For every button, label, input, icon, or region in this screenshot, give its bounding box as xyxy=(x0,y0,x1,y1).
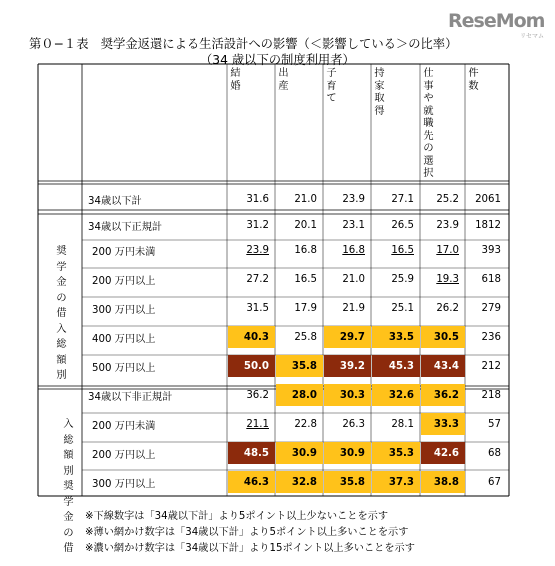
cell-value: 67 xyxy=(488,476,501,488)
cell-value: 57 xyxy=(488,418,501,430)
cell-value: 33.3 xyxy=(433,418,459,430)
cell-value: 21.0 xyxy=(294,193,317,205)
table-cell-count xyxy=(466,442,509,464)
column-header-count: 件数 xyxy=(468,68,479,92)
cell-value: 393 xyxy=(481,244,501,256)
cell-value: 16.5 xyxy=(294,273,317,285)
cell-value: 21.9 xyxy=(342,302,365,314)
table-cell-marriage xyxy=(228,214,275,236)
cell-value: 30.9 xyxy=(291,447,317,459)
cell-value: 236 xyxy=(481,331,501,343)
column-header-marriage: 結婚 xyxy=(230,68,241,92)
cell-value: 16.8 xyxy=(342,244,365,256)
cell-value: 17.9 xyxy=(294,302,317,314)
cell-value: 39.2 xyxy=(339,360,365,372)
cell-value: 23.9 xyxy=(246,244,269,256)
table-cell-home xyxy=(372,297,420,319)
row-label: 200 万円以上 xyxy=(92,449,156,461)
cell-value: 21.0 xyxy=(342,273,365,285)
cell-value: 30.3 xyxy=(339,389,365,401)
table-cell-childcare xyxy=(324,384,371,406)
cell-value: 26.2 xyxy=(436,302,459,314)
cell-value: 45.3 xyxy=(388,360,414,372)
cell-value: 30.5 xyxy=(433,331,459,343)
cell-value: 31.6 xyxy=(246,193,269,205)
cell-value: 27.1 xyxy=(391,193,414,205)
cell-value: 32.8 xyxy=(291,476,317,488)
cell-value: 48.5 xyxy=(243,447,269,459)
group-label-loan-total: 奨学金の借入総額別 xyxy=(56,246,67,381)
table-cell-home xyxy=(372,413,420,435)
cell-value: 218 xyxy=(481,389,501,401)
table-cell-count xyxy=(466,413,509,435)
cell-value: 35.3 xyxy=(388,447,414,459)
table-cell-marriage xyxy=(228,268,275,290)
cell-value: 279 xyxy=(481,302,501,314)
row-label: 34歳以下正規計 xyxy=(88,221,163,233)
cell-value: 33.5 xyxy=(388,331,414,343)
table-cell-count xyxy=(466,471,509,493)
cell-value: 1812 xyxy=(475,219,501,231)
cell-value: 25.9 xyxy=(391,273,414,285)
cell-value: 26.5 xyxy=(391,219,414,231)
row-label: 300 万円以上 xyxy=(92,478,156,490)
table-cell-job xyxy=(421,471,465,493)
table-cell-count xyxy=(466,188,509,210)
table-cell-home xyxy=(372,239,420,261)
table-cell-birth xyxy=(276,442,323,464)
table-cell-birth xyxy=(276,297,323,319)
table-cell-childcare xyxy=(324,268,371,290)
table-cell-childcare xyxy=(324,188,371,210)
table-cell-birth xyxy=(276,214,323,236)
table-cell-marriage xyxy=(228,384,275,406)
table-cell-marriage xyxy=(228,326,275,348)
table-cell-job xyxy=(421,239,465,261)
cell-value: 35.8 xyxy=(339,476,365,488)
logo-brand: ReseMom xyxy=(448,10,545,32)
table-cell-childcare xyxy=(324,326,371,348)
table-cell-birth xyxy=(276,268,323,290)
table-cell-marriage xyxy=(228,355,275,377)
cell-value: 26.3 xyxy=(342,418,365,430)
row-label: 500 万円以上 xyxy=(92,362,156,374)
cell-value: 25.8 xyxy=(294,331,317,343)
cell-value: 28.0 xyxy=(291,389,317,401)
cell-value: 22.8 xyxy=(294,418,317,430)
table-cell-marriage xyxy=(228,442,275,464)
table-cell-marriage xyxy=(228,297,275,319)
column-header-job: 仕事や就職先の選択 xyxy=(423,68,434,179)
table-cell-birth xyxy=(276,413,323,435)
table-cell-birth xyxy=(276,471,323,493)
cell-value: 40.3 xyxy=(243,331,269,343)
cell-value: 42.6 xyxy=(433,447,459,459)
table-cell-birth xyxy=(276,384,323,406)
table-cell-job xyxy=(421,214,465,236)
row-label: 34歳以下計 xyxy=(88,195,142,207)
cell-value: 20.1 xyxy=(294,219,317,231)
table-cell-home xyxy=(372,188,420,210)
cell-value: 36.2 xyxy=(433,389,459,401)
cell-value: 27.2 xyxy=(246,273,269,285)
cell-value: 38.8 xyxy=(433,476,459,488)
table-cell-job xyxy=(421,384,465,406)
table-cell-count xyxy=(466,239,509,261)
cell-value: 30.9 xyxy=(339,447,365,459)
table-cell-birth xyxy=(276,188,323,210)
row-label: 200 万円未満 xyxy=(92,246,156,258)
row-label: 400 万円以上 xyxy=(92,333,156,345)
cell-value: 16.5 xyxy=(391,244,414,256)
group-label-loan-total-nonregular: 入総額別奨学金の借 xyxy=(63,419,74,554)
cell-value: 19.3 xyxy=(436,273,459,285)
table-cell-count xyxy=(466,297,509,319)
cell-value: 25.2 xyxy=(436,193,459,205)
table-cell-home xyxy=(372,442,420,464)
table-title: 第０−１表 奨学金返還による生活設計への影響（＜影響している＞の比率） xyxy=(29,37,458,51)
row-label: 34歳以下非正規計 xyxy=(88,391,173,403)
table-cell-childcare xyxy=(324,442,371,464)
table-cell-childcare xyxy=(324,297,371,319)
table-cell-marriage xyxy=(228,188,275,210)
cell-value: 23.1 xyxy=(342,219,365,231)
table-cell-job xyxy=(421,326,465,348)
table-cell-home xyxy=(372,268,420,290)
table-cell-birth xyxy=(276,239,323,261)
table-cell-home xyxy=(372,355,420,377)
note-dark-shade: ※濃い網かけ数字は「34歳以下計」より15ポイント以上多いことを示す xyxy=(85,543,415,554)
cell-value: 50.0 xyxy=(243,360,269,372)
table-cell-marriage xyxy=(228,413,275,435)
table-cell-home xyxy=(372,384,420,406)
cell-value: 16.8 xyxy=(294,244,317,256)
cell-value: 46.3 xyxy=(243,476,269,488)
cell-value: 68 xyxy=(488,447,501,459)
table-cell-job xyxy=(421,413,465,435)
table-cell-birth xyxy=(276,326,323,348)
column-header-home: 持家取得 xyxy=(374,68,385,117)
cell-value: 31.2 xyxy=(246,219,269,231)
row-label: 200 万円以上 xyxy=(92,275,156,287)
table-cell-childcare xyxy=(324,214,371,236)
row-label: 200 万円未満 xyxy=(92,420,156,432)
cell-value: 23.9 xyxy=(342,193,365,205)
table-cell-childcare xyxy=(324,239,371,261)
cell-value: 17.0 xyxy=(436,244,459,256)
table-cell-childcare xyxy=(324,355,371,377)
table-cell-job xyxy=(421,355,465,377)
table-cell-home xyxy=(372,326,420,348)
note-light-shade: ※薄い網かけ数字は「34歳以下計」より5ポイント以上多いことを示す xyxy=(85,527,409,538)
table-cell-count xyxy=(466,268,509,290)
table-cell-childcare xyxy=(324,471,371,493)
cell-value: 25.1 xyxy=(391,302,414,314)
table-cell-home xyxy=(372,471,420,493)
cell-value: 29.7 xyxy=(339,331,365,343)
table-cell-job xyxy=(421,268,465,290)
table-subtitle: （34 歳以下の制度利用者） xyxy=(200,53,355,67)
cell-value: 31.5 xyxy=(246,302,269,314)
cell-value: 28.1 xyxy=(391,418,414,430)
table-cell-home xyxy=(372,214,420,236)
cell-value: 32.6 xyxy=(388,389,414,401)
table-cell-birth xyxy=(276,355,323,377)
column-header-childcare: 子育て xyxy=(326,68,337,104)
table-cell-marriage xyxy=(228,239,275,261)
cell-value: 23.9 xyxy=(436,219,459,231)
logo-sub: リセマム xyxy=(520,33,544,40)
cell-value: 618 xyxy=(481,273,501,285)
cell-value: 2061 xyxy=(475,193,501,205)
table-cell-count xyxy=(466,214,509,236)
table-cell-marriage xyxy=(228,471,275,493)
cell-value: 35.8 xyxy=(291,360,317,372)
column-header-birth: 出産 xyxy=(278,68,289,92)
cell-value: 21.1 xyxy=(246,418,269,430)
table-cell-job xyxy=(421,188,465,210)
table-cell-childcare xyxy=(324,413,371,435)
cell-value: 212 xyxy=(481,360,501,372)
table-cell-job xyxy=(421,442,465,464)
table-cell-count xyxy=(466,355,509,377)
table-cell-job xyxy=(421,297,465,319)
note-underline: ※下線数字は「34歳以下計」より5ポイント以上少ないことを示す xyxy=(85,511,389,522)
cell-value: 43.4 xyxy=(433,360,459,372)
cell-value: 36.2 xyxy=(246,389,269,401)
row-label: 300 万円以上 xyxy=(92,304,156,316)
table-cell-count xyxy=(466,384,509,406)
table-cell-count xyxy=(466,326,509,348)
cell-value: 37.3 xyxy=(388,476,414,488)
